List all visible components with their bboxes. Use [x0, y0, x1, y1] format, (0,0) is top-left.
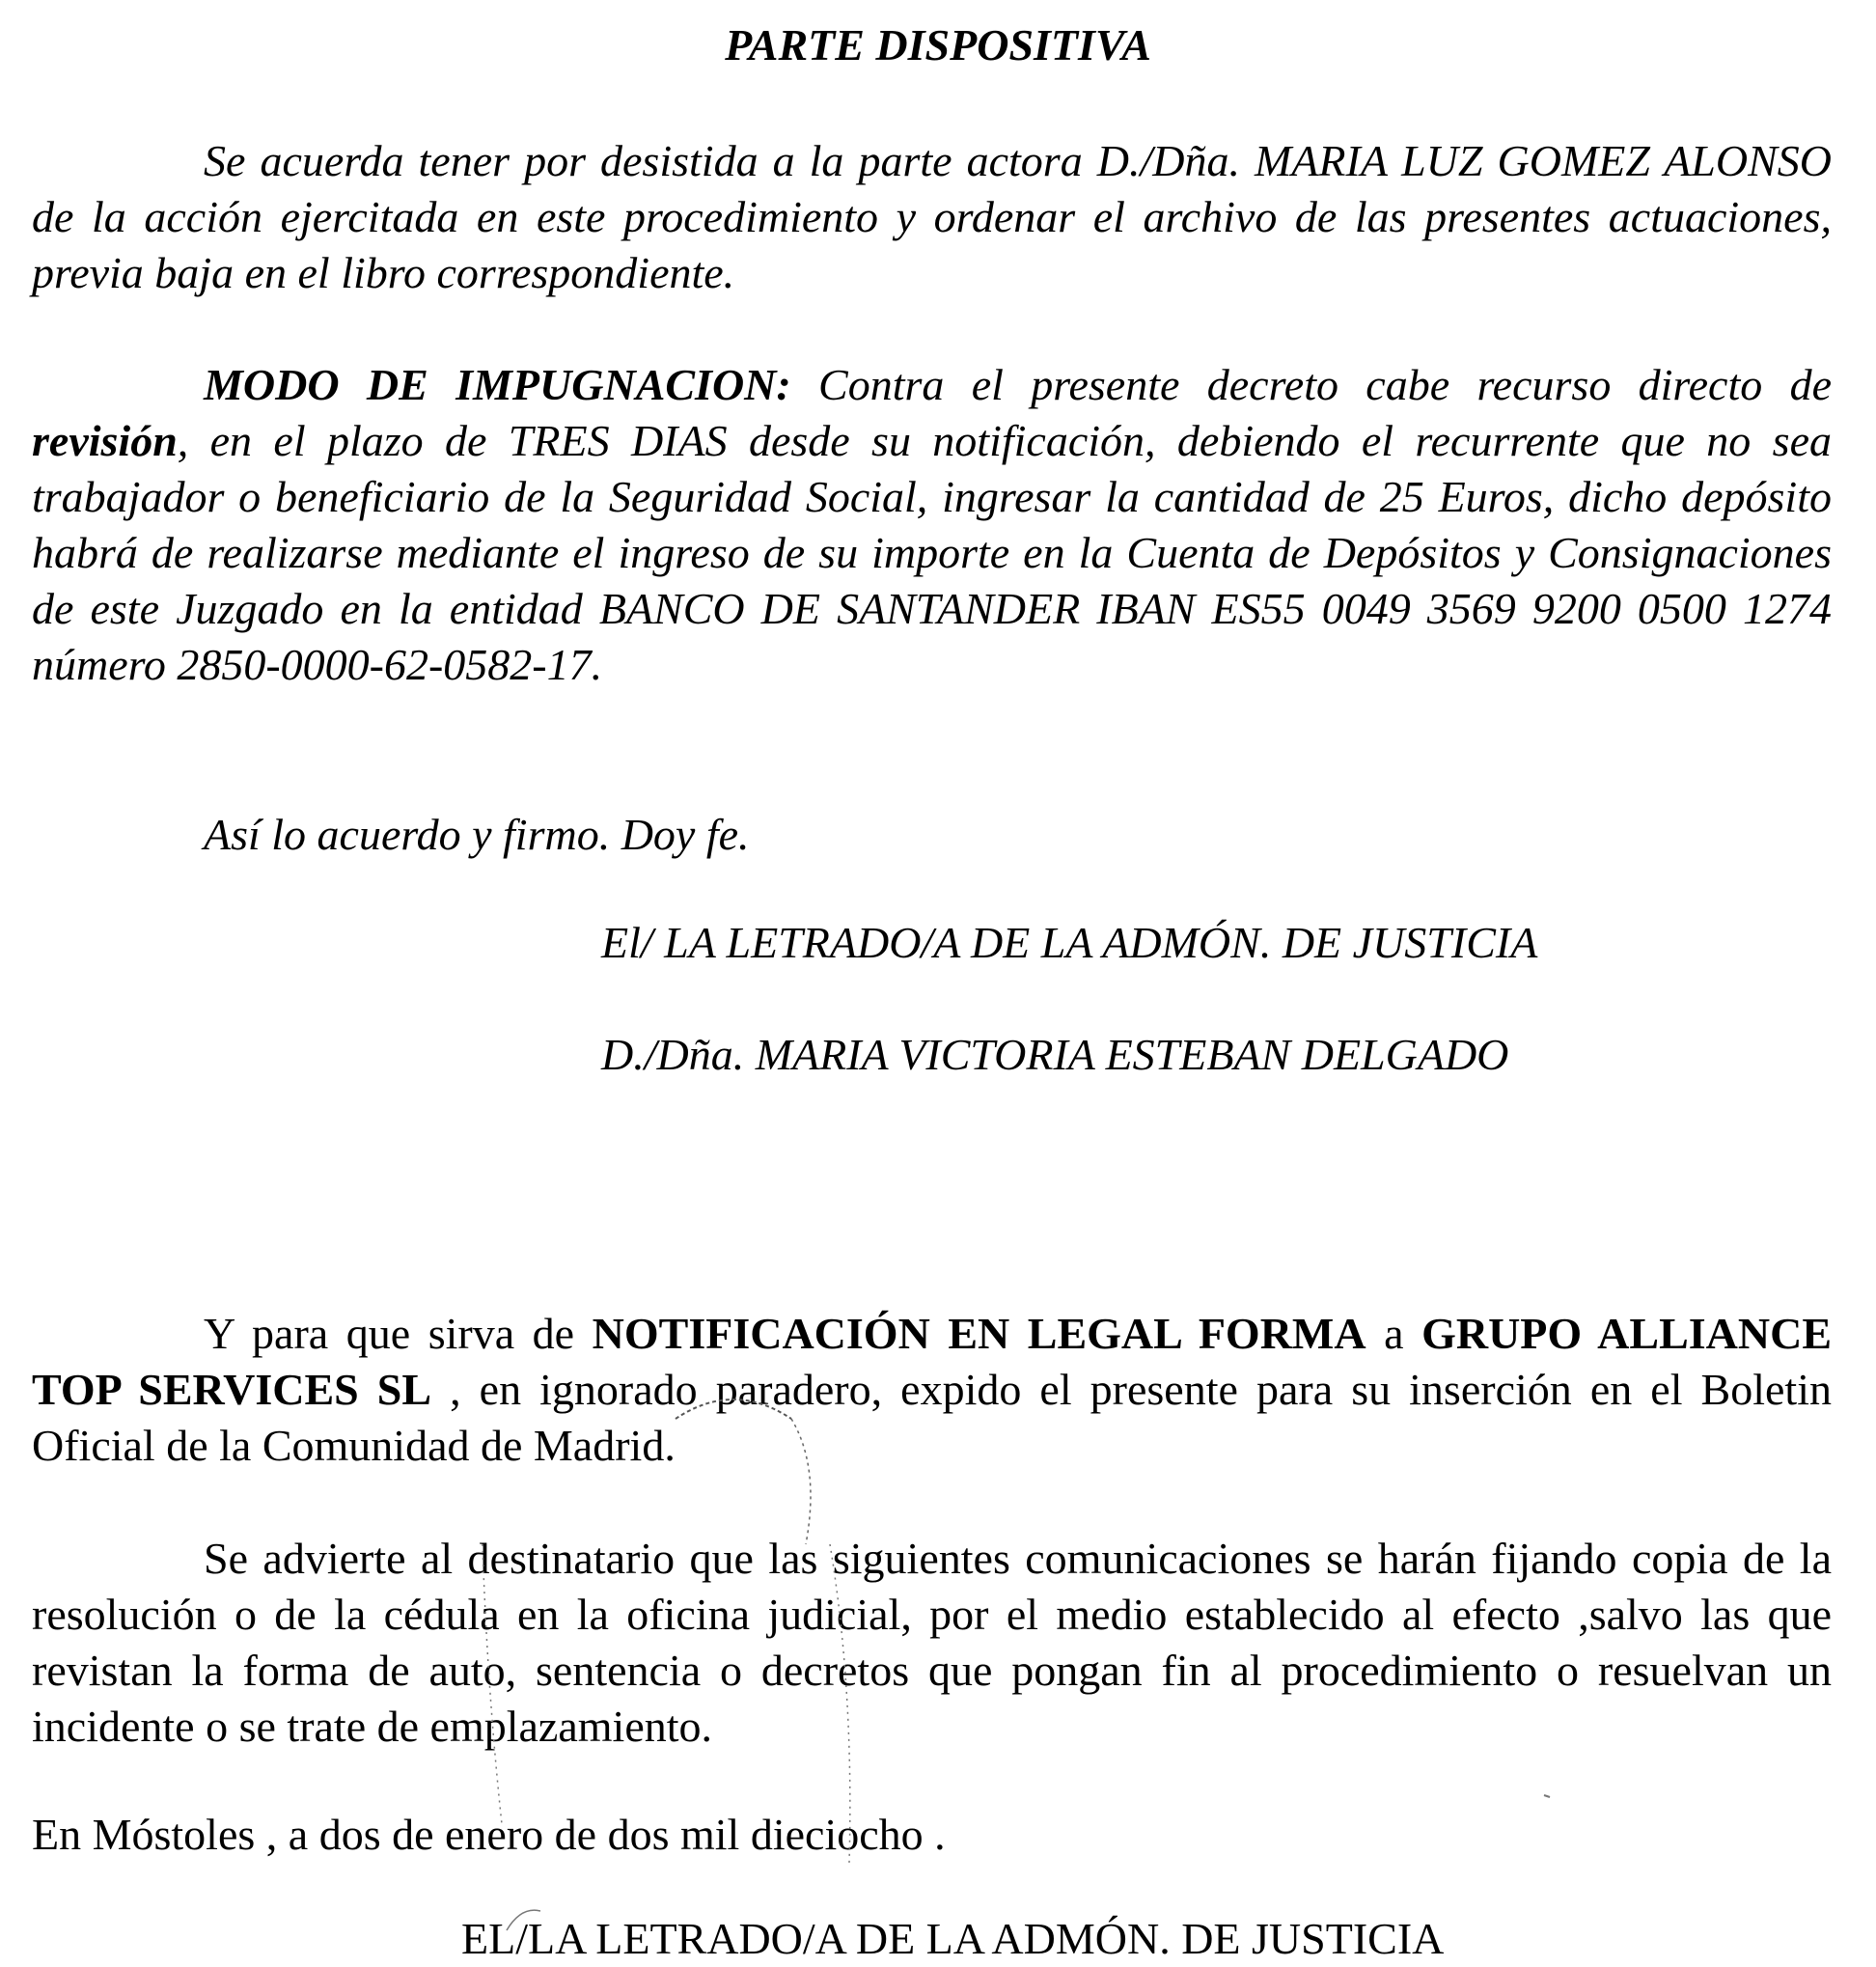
notification-paragraph [32, 1306, 1832, 1474]
notification-text-2: a [1366, 1309, 1422, 1358]
notification-heading: NOTIFICACIÓN EN LEGAL FORMA [592, 1309, 1366, 1358]
appeal-keyword: revisión [32, 416, 178, 465]
signer-name: D./Dña. MARIA VICTORIA ESTEBAN DELGADO [601, 1030, 1509, 1079]
section-title: PARTE DISPOSITIVA [725, 20, 1151, 69]
resolution-paragraph: Se acuerda tener por desistida a la parte actora D./Dña. MARIA LUZ GOMEZ ALONSO de la acción ejercitada en este procedimiento y ordenar el archivo de las presentes actuaciones, previa baja en el libro correspondiente. [32, 136, 1832, 297]
footer-signer-role: EL/LA LETRADO/A DE LA ADMÓN. DE JUSTICIA [461, 1914, 1445, 1963]
recipient-name: GRUPO ALLIANCE TOP SERVICES SL [32, 1309, 1833, 1414]
place-date: En Móstoles , a dos de enero de dos mil dieciocho . [32, 1810, 946, 1859]
warning-paragraph: Se advierte al destinatario que las siguientes comunicaciones se harán fijando copia de la resolución o de la cédula en la oficina judicial, por el medio establecido al efecto ,salvo las que revistan la forma de auto, sentencia o decretos que pongan fin al procedimiento o resuelvan un incidente o se trate de emplazamiento. [32, 1534, 1832, 1751]
appeal-heading: MODO DE IMPUGNACION: [204, 360, 791, 409]
appeal-text-1: Contra el presente decreto cabe recurso directo de [790, 360, 1832, 409]
appeal-text-2: , en el plazo de TRES DIAS desde su notificación, debiendo el recurrente que no sea trabajador o beneficiario de la Seguridad Social, ingresar la cantidad de 25 Euros, dicho depósito habrá de realizarse mediante el ingreso de su importe en la Cuenta de Depósitos y Consignaciones de este Juzgado en la entidad BANCO DE SANTANDER IBAN ES55 0049 3569 9200 0500 1274 número 2850-0000-62-0582-17. [32, 416, 1832, 689]
appeal-paragraph [32, 357, 1832, 693]
closing-formula: Así lo acuerdo y firmo. Doy fe. [204, 810, 750, 859]
notification-text-1: Y para que sirva de [204, 1309, 593, 1358]
notification-text-3: , en ignorado paradero, expido el presente para su inserción en el Boletin Oficial de la Comunidad de Madrid. [32, 1365, 1832, 1470]
signer-role: El/ LA LETRADO/A DE LA ADMÓN. DE JUSTICIA [601, 918, 1538, 967]
